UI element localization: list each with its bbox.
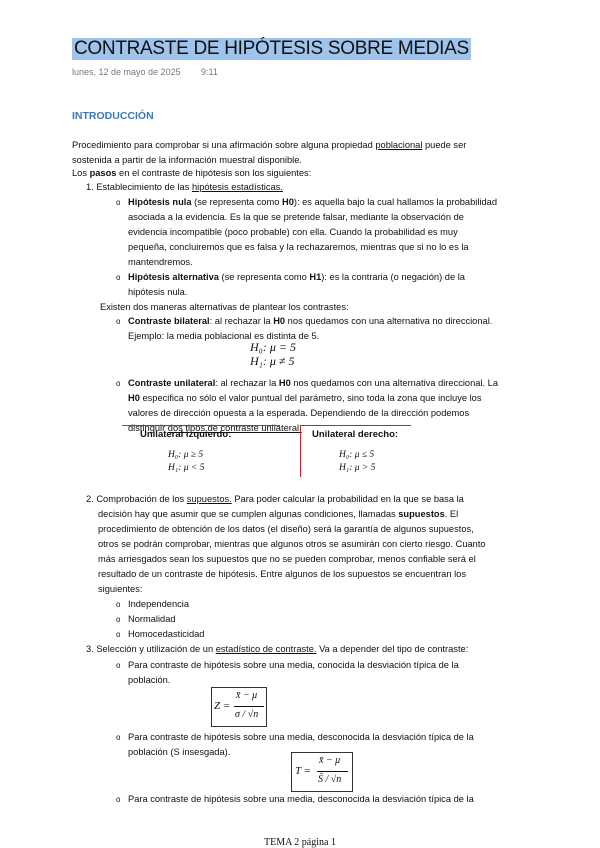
- step-1: 1. Establecimiento de las hipótesis estadísticas.: [86, 182, 283, 192]
- unilateral-line-1: Contraste unilateral: al rechazar la H0 nos quedamos con una alternativa direccional. La: [128, 378, 499, 388]
- step2-line-7: siguientes:: [98, 584, 143, 594]
- estadistico-2-line-2: población (S insesgada).: [128, 747, 231, 757]
- nula-line-4: pequeña, concluiremos que es falsa y la rechazaremos, mientras que si no lo es la: [128, 242, 469, 252]
- step2-line-2: decisión hay que asumir que se cumplen algunas condiciones, llamadas supuestos. El: [98, 509, 459, 519]
- left-box-h1: H₁: μ < 5: [168, 463, 205, 473]
- fraction-bar: [234, 706, 264, 707]
- date-stamp: lunes, 12 de mayo de 2025: [72, 67, 181, 77]
- t-numerator: x̄ − μ: [319, 755, 341, 766]
- unilateral-right-box: [301, 425, 411, 480]
- bullet-icon: o: [116, 630, 121, 639]
- right-box-h1: H₁: μ > 5: [339, 463, 376, 473]
- fraction-bar: [317, 771, 348, 772]
- z-formula: [211, 687, 267, 727]
- estadistico-2-line-1: Para contraste de hipótesis sobre una media, desconocida la desviación típica de la: [128, 732, 474, 742]
- unilateral-line-4: distinguir dos tipos de contraste unilateral:: [128, 423, 302, 433]
- bullet-icon: o: [116, 273, 121, 282]
- bullet-icon: o: [116, 661, 121, 670]
- supuesto-1: Independencia: [128, 599, 190, 609]
- t-formula: [291, 752, 353, 792]
- estadistico-3-line-1: Para contraste de hipótesis sobre una media, desconocida la desviación típica de la: [128, 794, 474, 804]
- nula-line-1: Hipótesis nula (se representa como H0): es aquella bajo la cual hallamos la probabilidad: [128, 197, 497, 207]
- intro-line-2: sostenida a partir de la información muestral disponible.: [72, 155, 302, 165]
- bilateral-h0: H₀: μ = 5: [250, 340, 296, 354]
- t-lhs: T =: [295, 765, 312, 777]
- bilateral-h1: H₁: μ ≠ 5: [250, 354, 295, 368]
- page-footer: TEMA 2 página 1: [264, 837, 336, 848]
- unilateral-line-2: H0 especifica no sólo el valor puntual del parámetro, sino toda la zona que incluye los: [128, 393, 482, 403]
- step2-line-5: más arriesgados sean los supuestos que no se pueden comprobar, menos confiable será el: [98, 554, 476, 564]
- bullet-icon: o: [116, 615, 121, 624]
- bullet-icon: o: [116, 317, 121, 326]
- bullet-icon: o: [116, 795, 121, 804]
- nula-line-3: evidencia incompatible (poco probable) con ella. Cuando la probabilidad es muy: [128, 227, 458, 237]
- nula-line-2: asociada a la evidencia. Es la que se pretende falsar, mediante la observación de: [128, 212, 464, 222]
- step-2: 2. Comprobación de los supuestos. Para poder calcular la probabilidad en la que se basa la: [86, 494, 464, 504]
- bullet-icon: o: [116, 600, 121, 609]
- supuesto-2: Normalidad: [128, 614, 176, 624]
- z-lhs: Z =: [214, 700, 231, 712]
- left-box-h0: H₀: μ ≥ 5: [168, 450, 204, 460]
- unilateral-line-3: valores de dirección opuesta a la esperada. Dependiendo de la dirección podemos: [128, 408, 470, 418]
- intro-line-3: Los pasos en el contraste de hipótesis son los siguientes:: [72, 168, 312, 178]
- alt-line-2: hipótesis nula.: [128, 287, 188, 297]
- bullet-icon: o: [116, 379, 121, 388]
- right-box-title: Unilateral derecho:: [312, 429, 399, 440]
- bilateral-line-2: Ejemplo: la media poblacional es distinta de 5.: [128, 331, 320, 341]
- supuesto-3: Homocedasticidad: [128, 629, 205, 639]
- bullet-icon: o: [116, 198, 121, 207]
- estadistico-1-line-1: Para contraste de hipótesis sobre una media, conocida la desviación típica de la: [128, 660, 459, 670]
- intro-line-1: Procedimiento para comprobar si una afirmación sobre alguna propiedad poblacional puede ser: [72, 140, 467, 150]
- time-stamp: 9:11: [201, 67, 218, 77]
- section-heading: INTRODUCCIÓN: [72, 110, 154, 122]
- estadistico-1-line-2: población.: [128, 675, 171, 685]
- unilateral-left-box: [122, 425, 280, 480]
- step-3: 3. Selección y utilización de un estadístico de contraste. Va a depender del tipo de contraste:: [86, 644, 469, 654]
- z-denominator: σ / √n: [235, 709, 259, 720]
- page-title: CONTRASTE DE HIPÓTESIS SOBRE MEDIAS: [74, 38, 469, 59]
- t-denominator: Ŝ / √n: [318, 774, 342, 785]
- bilateral-line-1: Contraste bilateral: al rechazar la H0 nos quedamos con una alternativa no direccional.: [128, 316, 493, 326]
- left-box-title: Unilateral izquierdo:: [140, 429, 232, 440]
- step2-line-4: otros se podrán comprobar, mientras que algunos otros se asumirán con cierto riesgo. Cuanto: [98, 539, 486, 549]
- step2-line-3: procedimiento de obtención de los datos (el diseño) será la garantía de algunos supuestos,: [98, 524, 474, 534]
- right-box-h0: H₀: μ ≤ 5: [339, 450, 375, 460]
- maneras-line: Existen dos maneras alternativas de plantear los contrastes:: [100, 302, 349, 312]
- z-numerator: x̄ − μ: [236, 690, 258, 701]
- step2-line-6: resultado de un contraste de hipótesis. Entre algunos de los supuestos se encuentran los: [98, 569, 466, 579]
- bullet-icon: o: [116, 733, 121, 742]
- nula-line-5: mantendremos.: [128, 257, 193, 267]
- alt-line-1: Hipótesis alternativa (se representa como H1): es la contraria (o negación) de la: [128, 272, 465, 282]
